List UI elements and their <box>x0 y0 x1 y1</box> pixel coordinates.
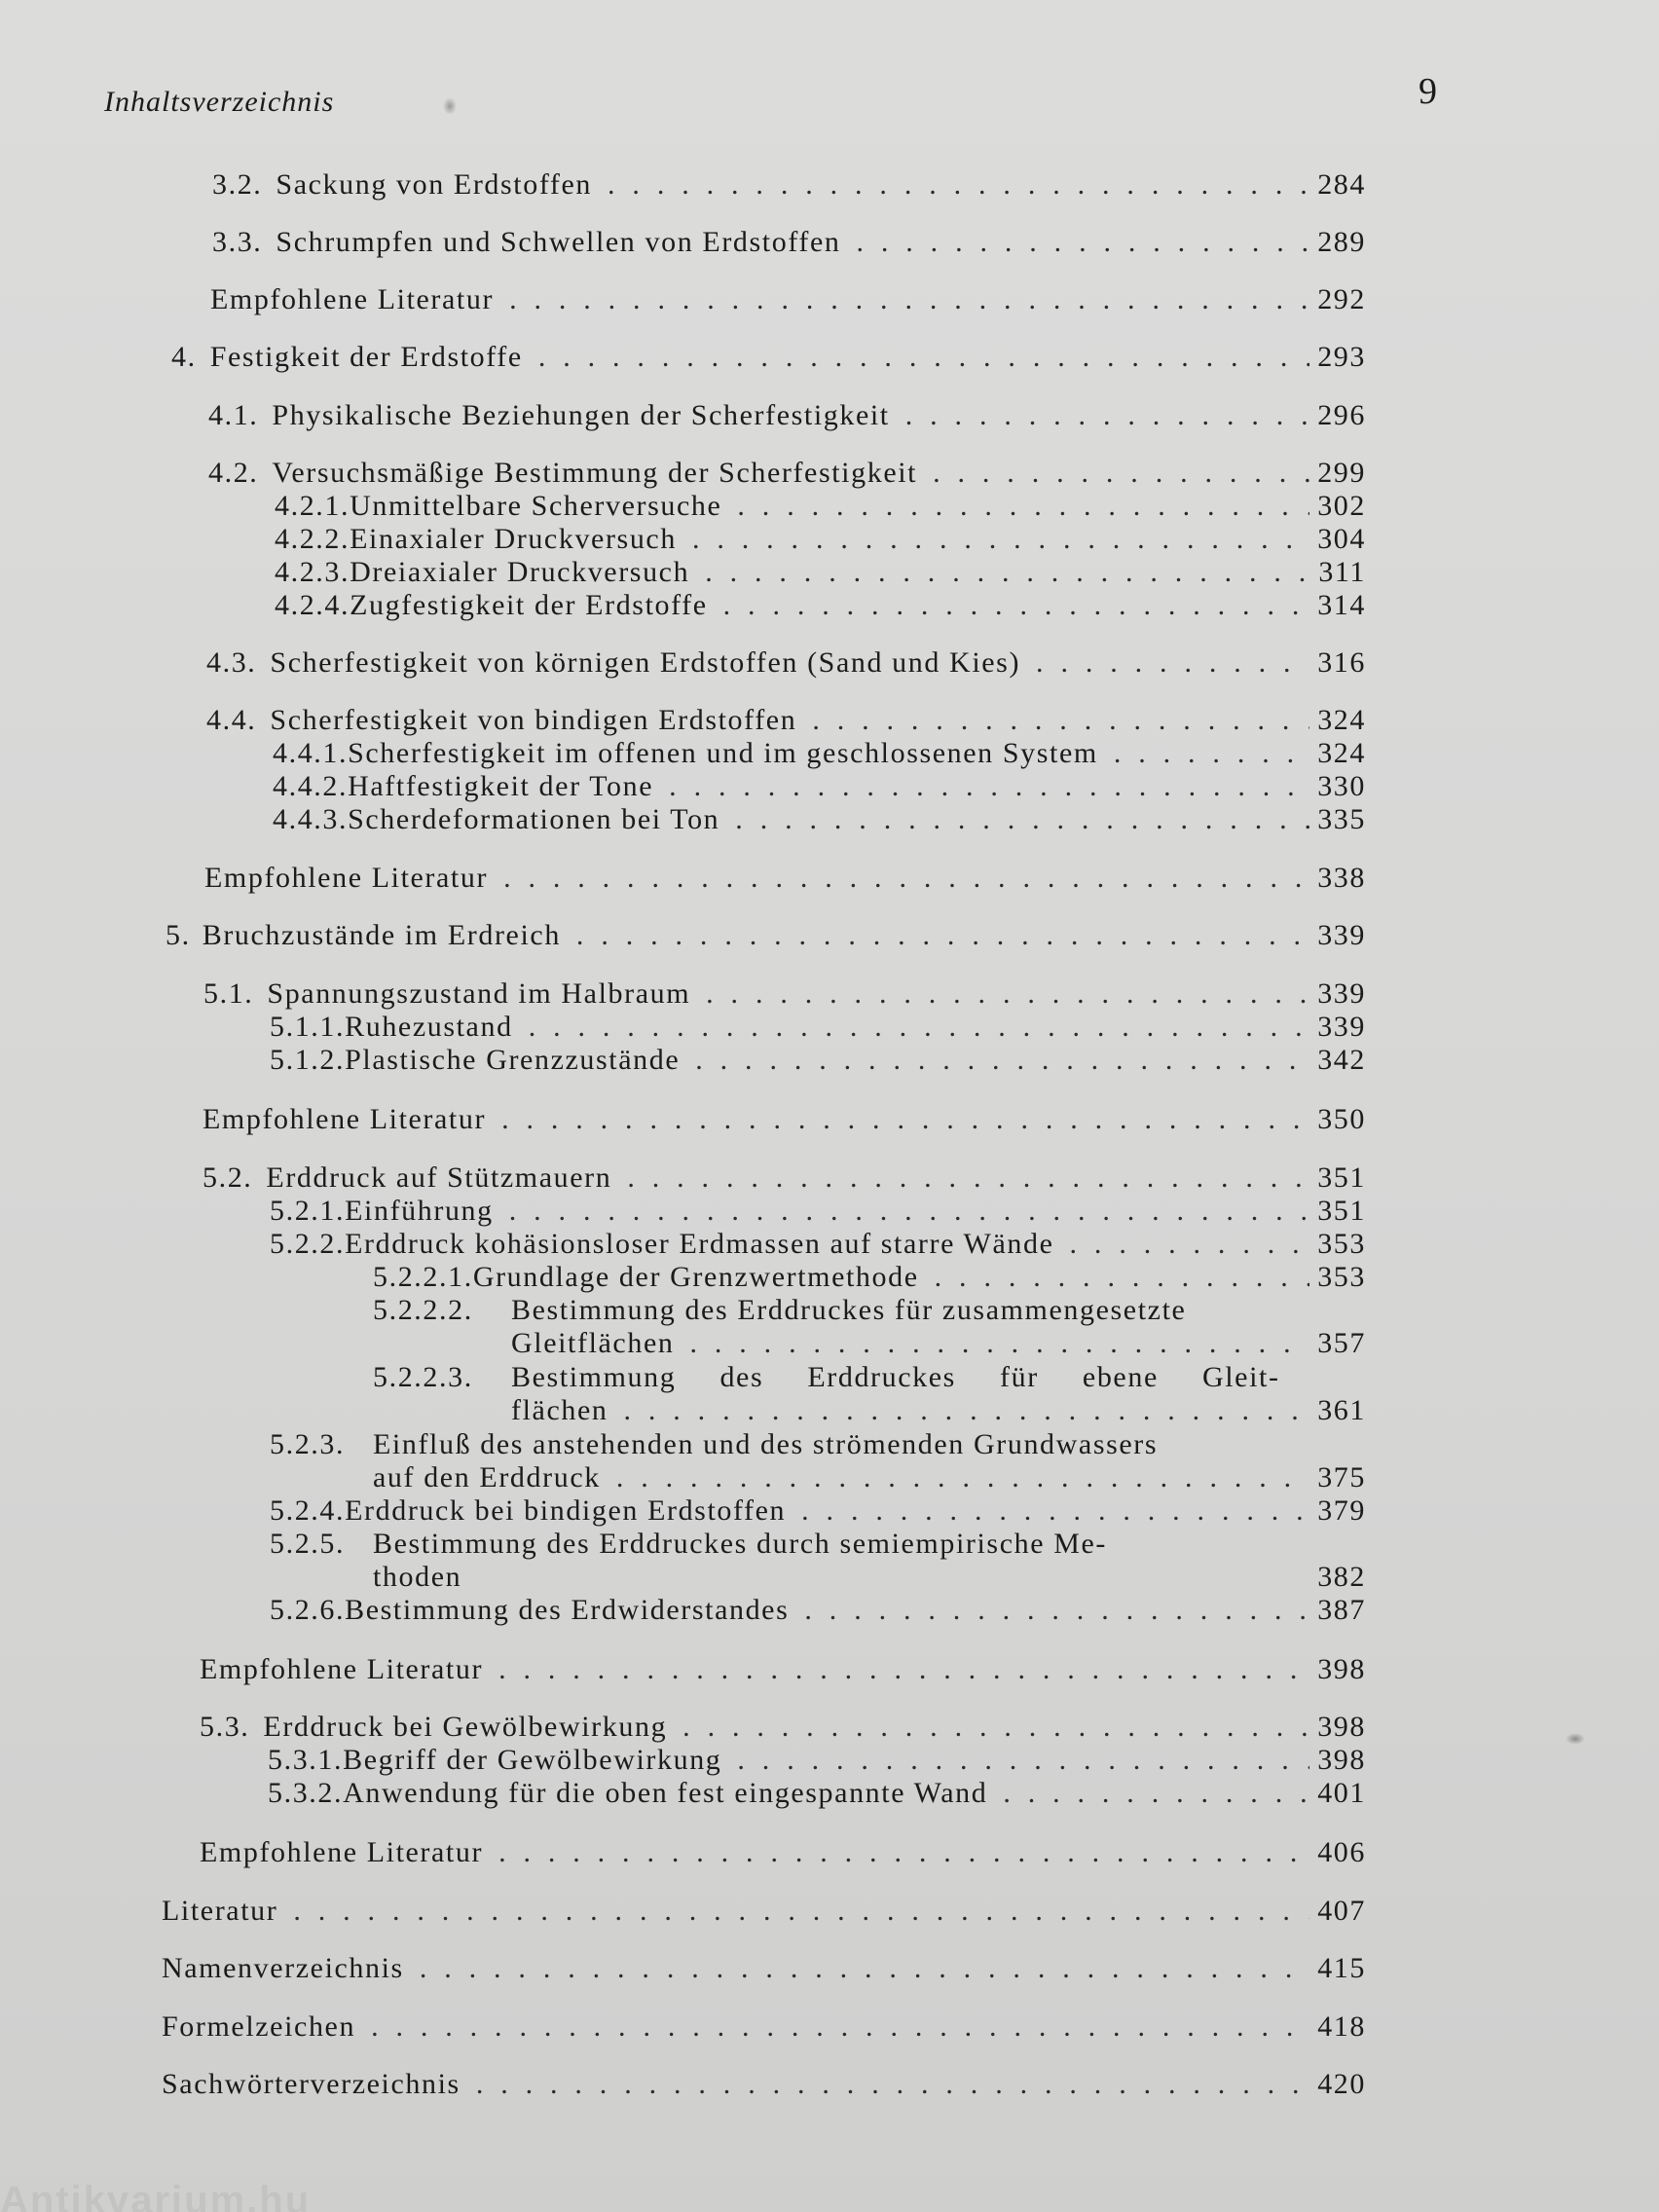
dot-leader <box>1036 645 1309 681</box>
toc-entry <box>208 398 1366 433</box>
toc-entry-title: Bestimmung des Erddruckes für ebene Gleit- <box>511 1361 1280 1393</box>
toc-entry-title: Einfluß des anstehenden und des strömenden Grundwassers <box>373 1428 1159 1460</box>
toc-entry-page: 338 <box>1317 862 1366 894</box>
dot-leader <box>735 802 1309 837</box>
toc-entry-title: Erddruck bei bindigen Erdstoffen <box>345 1494 787 1527</box>
watermark: Antikvarium.hu <box>0 2179 312 2212</box>
toc-entry-title: Namenverzeichnis <box>162 1952 404 1984</box>
toc-entry-page: 351 <box>1317 1195 1366 1227</box>
toc-entry-number: 3.2. <box>212 168 263 201</box>
dot-leader <box>498 1652 1309 1687</box>
toc-entry-title: Unmittelbare Scherversuche <box>350 490 722 522</box>
dot-leader <box>737 1743 1309 1778</box>
dot-leader <box>935 1260 1310 1295</box>
toc-entry <box>373 1360 1294 1395</box>
toc-entry-number: 4.4. <box>206 704 257 736</box>
toc-entry-page: 379 <box>1317 1494 1366 1527</box>
toc-entry-title: Einführung <box>345 1195 494 1227</box>
dot-leader <box>804 1593 1309 1628</box>
toc-entry <box>270 1043 1366 1078</box>
toc-entry-page: 415 <box>1317 1952 1366 1984</box>
toc-entry-page: 351 <box>1317 1161 1366 1194</box>
toc-entry-number: 4.4.2. <box>273 770 349 802</box>
dot-leader <box>476 2067 1309 2102</box>
toc-entry-page: 401 <box>1317 1777 1366 1809</box>
toc-entry-page: 342 <box>1317 1044 1366 1076</box>
toc-entry <box>212 167 1366 203</box>
dot-leader <box>801 1493 1309 1529</box>
toc-entry-title: Einaxialer Druckversuch <box>350 523 677 555</box>
toc-entry-title: Dreiaxialer Druckversuch <box>350 556 690 588</box>
toc-entry-number: 5.2.5. <box>270 1528 346 1560</box>
toc-entry-page: 350 <box>1317 1103 1366 1135</box>
toc-entry-page: 314 <box>1317 589 1366 621</box>
toc-entry-page: 375 <box>1317 1461 1366 1493</box>
toc-entry-page: 357 <box>1317 1327 1366 1359</box>
toc-entry-page: 418 <box>1317 2010 1366 2043</box>
toc-entry <box>373 1260 1366 1295</box>
toc-entry <box>162 1894 1366 1929</box>
dot-leader <box>509 282 1309 317</box>
toc-entry-title: Bruchzustände im Erdreich <box>202 919 561 951</box>
toc-entry-page: 420 <box>1317 2068 1366 2100</box>
dot-leader <box>705 555 1310 590</box>
toc-entry-number: 4. <box>171 341 197 373</box>
toc-entry <box>212 225 1366 260</box>
toc-entry <box>275 555 1366 590</box>
toc-entry-title: Anwendung für die oben fest eingespannte Wand <box>343 1777 988 1809</box>
toc-entry-title: Spannungszustand im Halbraum <box>267 977 691 1010</box>
toc-entry <box>203 1161 1366 1196</box>
toc-entry-page: 398 <box>1317 1711 1366 1743</box>
toc-entry-continuation <box>373 1560 1366 1595</box>
toc-entry-title: Ruhezustand <box>345 1011 513 1043</box>
toc-entry <box>275 588 1366 623</box>
toc-entry-page: 361 <box>1317 1394 1366 1426</box>
dot-leader <box>623 1393 1309 1428</box>
toc-entry-number: 5.3. <box>200 1711 250 1743</box>
toc-entry <box>275 489 1366 524</box>
dot-leader <box>1114 736 1309 771</box>
dot-leader <box>501 1102 1309 1137</box>
toc-entry-page: 299 <box>1317 457 1366 489</box>
dot-leader <box>692 522 1309 557</box>
dot-leader <box>627 1161 1309 1196</box>
dot-leader <box>293 1894 1309 1929</box>
toc-entry-number: 4.1. <box>208 399 259 431</box>
running-head-title: Inhaltsverzeichnis <box>104 86 335 118</box>
toc-entry <box>270 1227 1366 1262</box>
dot-leader <box>856 225 1309 260</box>
dot-leader <box>812 703 1309 738</box>
toc-entry-number: 5.2.2.2. <box>373 1294 473 1326</box>
toc-entry-title: Formelzeichen <box>162 2010 356 2043</box>
toc-entry-page: 407 <box>1317 1895 1366 1927</box>
toc-entry-number: 4.2.4. <box>275 589 350 621</box>
toc-entry-continuation <box>373 1460 1366 1495</box>
toc-entry <box>373 1293 1300 1328</box>
toc-entry-title: Empfohlene Literatur <box>200 1836 484 1868</box>
toc-entry-page: 353 <box>1317 1228 1366 1260</box>
dot-leader <box>695 1043 1309 1078</box>
toc-entry-page: 387 <box>1317 1594 1366 1626</box>
toc-entry <box>162 1951 1366 1986</box>
toc-entry <box>200 1652 1366 1687</box>
toc-entry-number: 5.3.2. <box>268 1777 344 1809</box>
toc-entry <box>203 977 1366 1012</box>
toc-entry-number: 5.2.3. <box>270 1428 346 1460</box>
toc-entry-number: 5.2.2. <box>270 1228 346 1260</box>
dot-leader <box>616 1460 1309 1495</box>
toc-entry-title-continuation: Gleitflächen <box>511 1327 675 1359</box>
toc-entry-page: 382 <box>1317 1561 1366 1593</box>
toc-entry-title: Bestimmung des Erddruckes durch semiempirische Me- <box>373 1528 1108 1560</box>
dot-leader <box>723 588 1310 623</box>
toc-entry-page: 353 <box>1317 1261 1366 1293</box>
toc-entry <box>270 1010 1366 1045</box>
toc-entry <box>270 1194 1366 1229</box>
toc-entry-title: Scherfestigkeit von körnigen Erdstoffen (Sand und Kies) <box>270 646 1021 679</box>
toc-entry-number: 4.3. <box>206 646 257 679</box>
dot-leader <box>509 1194 1309 1229</box>
toc-entry-number: 5.2. <box>203 1161 253 1194</box>
toc-entry-number: 3.3. <box>212 226 263 258</box>
toc-entry-number: 5.1.1. <box>270 1011 346 1043</box>
toc-entry-title: Schrumpfen und Schwellen von Erdstoffen <box>276 226 841 258</box>
toc-entry <box>171 340 1366 375</box>
toc-entry-number: 5.1. <box>203 977 254 1010</box>
dot-leader <box>933 456 1309 491</box>
toc-entry-number: 4.4.1. <box>273 737 349 769</box>
dot-leader <box>706 977 1309 1012</box>
toc-entry-page: 292 <box>1317 283 1366 315</box>
toc-entry <box>162 2009 1366 2045</box>
toc-entry-title: Erddruck kohäsionsloser Erdmassen auf starre Wände <box>345 1228 1054 1260</box>
toc-entry-page: 311 <box>1318 556 1366 588</box>
toc-entry-page: 304 <box>1317 523 1366 555</box>
toc-entry <box>273 769 1366 804</box>
toc-entry-title: Empfohlene Literatur <box>203 1103 487 1135</box>
toc-entry <box>270 1527 1253 1562</box>
dot-leader <box>576 918 1309 953</box>
toc-entry-page: 324 <box>1317 704 1366 736</box>
toc-entry <box>200 1835 1366 1870</box>
toc-entry-page: 406 <box>1317 1836 1366 1868</box>
toc-entry <box>206 703 1366 738</box>
toc-entry-number: 5.1.2. <box>270 1044 346 1076</box>
toc-entry-title-continuation: thoden <box>373 1561 462 1593</box>
toc-entry-page: 296 <box>1317 399 1366 431</box>
toc-entry <box>273 802 1366 837</box>
dot-leader <box>608 167 1309 203</box>
toc-entry-number: 5.2.2.3. <box>373 1361 473 1393</box>
toc-entry-title: Erddruck auf Stützmauern <box>266 1161 612 1194</box>
toc-entry <box>203 1102 1366 1137</box>
toc-entry-number: 5.2.6. <box>270 1594 346 1626</box>
ink-smudge <box>443 97 457 115</box>
dot-leader <box>689 1326 1309 1361</box>
toc-entry-title: Erddruck bei Gewölbewirkung <box>263 1711 668 1743</box>
toc-entry <box>270 1493 1366 1529</box>
dot-leader <box>371 2009 1309 2045</box>
toc-entry <box>208 456 1366 491</box>
toc-entry-page: 335 <box>1317 803 1366 835</box>
toc-entry-title: Scherfestigkeit von bindigen Erdstoffen <box>270 704 797 736</box>
dot-leader <box>498 1835 1309 1870</box>
toc-entry <box>204 861 1366 896</box>
toc-entry-page: 398 <box>1317 1744 1366 1776</box>
dot-leader <box>905 398 1309 433</box>
toc-entry-title: Physikalische Beziehungen der Scherfestigkeit <box>272 399 890 431</box>
dot-leader <box>669 769 1309 804</box>
toc-entry <box>206 645 1366 681</box>
toc-entry-page: 316 <box>1317 646 1366 679</box>
toc-entry-title: Begriff der Gewölbewirkung <box>343 1744 722 1776</box>
toc-entry-title: Festigkeit der Erdstoffe <box>209 341 523 373</box>
toc-entry <box>270 1593 1366 1628</box>
toc-entry-page: 284 <box>1317 168 1366 201</box>
toc-entry-page: 339 <box>1317 919 1366 951</box>
toc-entry-title: Literatur <box>162 1895 278 1927</box>
toc-entry-number: 5. <box>166 919 191 951</box>
dot-leader <box>682 1710 1309 1745</box>
toc-entry <box>270 1427 1302 1462</box>
toc-entry-title: Versuchsmäßige Bestimmung der Scherfestigkeit <box>272 457 918 489</box>
toc-entry-title-continuation: auf den Erddruck <box>373 1461 601 1493</box>
toc-entry-title: Scherfestigkeit im offenen und im geschlossenen System <box>348 737 1098 769</box>
toc-entry-title-continuation: flächen <box>511 1394 608 1426</box>
toc-entry-page: 289 <box>1317 226 1366 258</box>
dot-leader <box>529 1010 1310 1045</box>
toc-entry <box>273 736 1366 771</box>
dot-leader <box>1070 1227 1310 1262</box>
dot-leader <box>503 861 1309 896</box>
toc-entry-page: 302 <box>1317 490 1366 522</box>
toc-entry-number: 5.3.1. <box>268 1744 344 1776</box>
toc-entry-title: Empfohlene Literatur <box>210 283 495 315</box>
toc-entry-number: 5.2.1. <box>270 1195 346 1227</box>
toc-entry <box>268 1743 1366 1778</box>
toc-entry <box>275 522 1366 557</box>
toc-entry <box>166 918 1366 953</box>
toc-entry-title: Grundlage der Grenzwertmethode <box>472 1261 919 1293</box>
toc-entry-number: 4.2.1. <box>275 490 350 522</box>
toc-entry-continuation <box>511 1326 1366 1361</box>
toc-entry-title: Empfohlene Literatur <box>200 1653 484 1685</box>
toc-entry-number: 4.4.3. <box>273 803 349 835</box>
toc-entry-title: Bestimmung des Erddruckes für zusammengesetzte <box>511 1294 1187 1326</box>
toc-entry-number: 4.2.2. <box>275 523 350 555</box>
toc-entry-page: 339 <box>1317 977 1366 1010</box>
toc-entry-title: Zugfestigkeit der Erdstoffe <box>350 589 708 621</box>
dot-leader <box>538 340 1309 375</box>
toc-entry-page: 324 <box>1317 737 1366 769</box>
toc-entry-page: 339 <box>1317 1011 1366 1043</box>
toc-entry-number: 5.2.4. <box>270 1494 346 1527</box>
toc-entry-number: 4.2. <box>208 457 259 489</box>
toc-entry-number: 5.2.2.1. <box>373 1261 473 1293</box>
toc-entry-title: Sackung von Erdstoffen <box>276 168 593 201</box>
toc-entry-title: Sachwörterverzeichnis <box>162 2068 461 2100</box>
ink-smudge <box>1566 1733 1585 1745</box>
toc-entry-title: Scherdeformationen bei Ton <box>348 803 720 835</box>
toc-entry-continuation <box>511 1393 1366 1428</box>
toc-entry-page: 330 <box>1317 770 1366 802</box>
toc-entry <box>210 282 1366 317</box>
toc-entry-title: Haftfestigkeit der Tone <box>348 770 654 802</box>
toc-entry-title: Plastische Grenzzustände <box>345 1044 681 1076</box>
dot-leader <box>737 489 1309 524</box>
toc-entry <box>200 1710 1366 1745</box>
toc-entry-number: 4.2.3. <box>275 556 350 588</box>
dot-leader <box>1003 1776 1309 1811</box>
toc-entry-page: 293 <box>1317 341 1366 373</box>
toc-entry-title: Empfohlene Literatur <box>204 862 489 894</box>
toc-entry-page: 398 <box>1317 1653 1366 1685</box>
page-number: 9 <box>1419 71 1437 112</box>
dot-leader <box>420 1951 1309 1986</box>
toc-entry-title: Bestimmung des Erdwiderstandes <box>345 1594 790 1626</box>
toc-entry <box>162 2067 1366 2102</box>
toc-entry <box>268 1776 1366 1811</box>
